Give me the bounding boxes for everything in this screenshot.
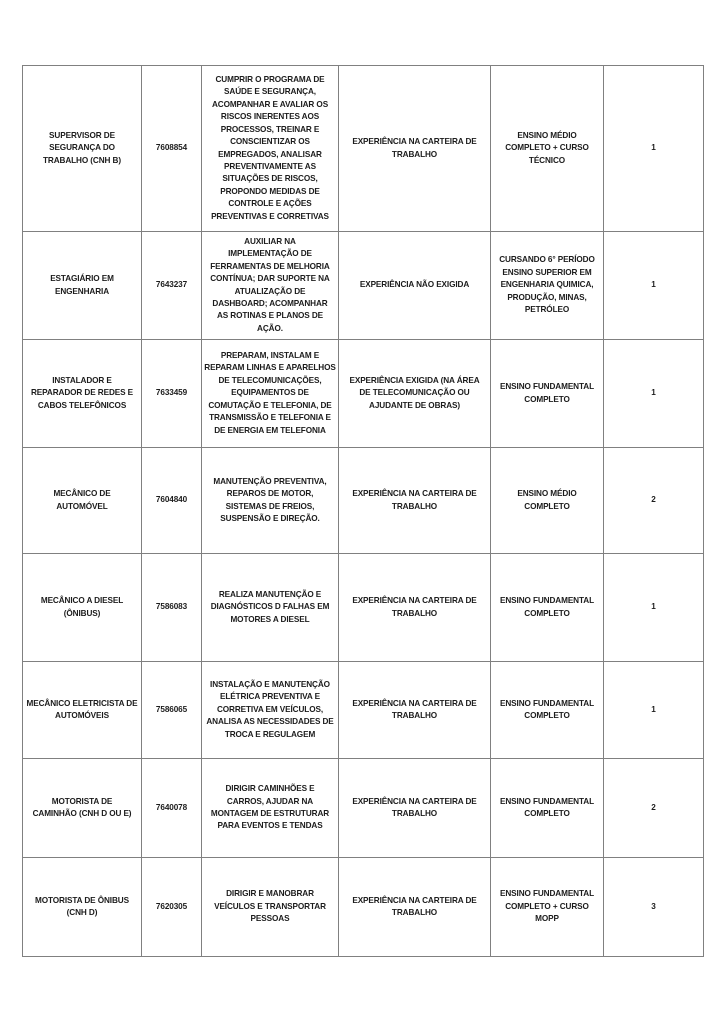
job-code-cell: 7640078 [142, 759, 202, 858]
job-description-cell: MANUTENÇÃO PREVENTIVA, REPAROS DE MOTOR, SISTEMAS DE FREIOS, SUSPENSÃO E DIREÇÃO. [202, 448, 339, 554]
job-title-cell: MECÂNICO ELETRICISTA DE AUTOMÓVEIS [23, 662, 142, 759]
table-row [23, 232, 704, 340]
job-title-cell: MOTORISTA DE CAMINHÃO (CNH D OU E) [23, 759, 142, 858]
education-cell: CURSANDO 6° PERÍODO ENSINO SUPERIOR EM ENGENHARIA QUIMICA, PRODUÇÃO, MINAS, PETRÓLEO [491, 232, 604, 340]
experience-cell: EXPERIÊNCIA NA CARTEIRA DE TRABALHO [339, 554, 491, 662]
job-title-cell: INSTALADOR E REPARADOR DE REDES E CABOS TELEFÔNICOS [23, 340, 142, 448]
openings-cell: 3 [604, 858, 704, 957]
education-cell: ENSINO FUNDAMENTAL COMPLETO [491, 759, 604, 858]
job-description-cell: AUXILIAR NA IMPLEMENTAÇÃO DE FERRAMENTAS DE MELHORIA CONTÍNUA; DAR SUPORTE NA ATUALIZAÇÃO DE DASHBOARD; ACOMPANHAR AS ROTINAS E PLANOS DE AÇÃO. [202, 232, 339, 340]
openings-cell: 1 [604, 66, 704, 232]
job-title-cell: MOTORISTA DE ÔNIBUS (CNH D) [23, 858, 142, 957]
education-cell: ENSINO FUNDAMENTAL COMPLETO [491, 340, 604, 448]
openings-cell: 2 [604, 759, 704, 858]
openings-cell: 1 [604, 662, 704, 759]
experience-cell: EXPERIÊNCIA EXIGIDA (NA ÁREA DE TELECOMUNICAÇÃO OU AJUDANTE DE OBRAS) [339, 340, 491, 448]
job-title-cell: SUPERVISOR DE SEGURANÇA DO TRABALHO (CNH B) [23, 66, 142, 232]
openings-cell: 2 [604, 448, 704, 554]
experience-cell: EXPERIÊNCIA NA CARTEIRA DE TRABALHO [339, 662, 491, 759]
job-code-cell: 7633459 [142, 340, 202, 448]
openings-cell: 1 [604, 340, 704, 448]
experience-cell: EXPERIÊNCIA NA CARTEIRA DE TRABALHO [339, 759, 491, 858]
job-code-cell: 7604840 [142, 448, 202, 554]
education-cell: ENSINO FUNDAMENTAL COMPLETO + CURSO MOPP [491, 858, 604, 957]
experience-cell: EXPERIÊNCIA NA CARTEIRA DE TRABALHO [339, 448, 491, 554]
openings-cell: 1 [604, 232, 704, 340]
job-code-cell: 7608854 [142, 66, 202, 232]
experience-cell: EXPERIÊNCIA NA CARTEIRA DE TRABALHO [339, 66, 491, 232]
job-code-cell: 7586065 [142, 662, 202, 759]
table-row [23, 858, 704, 957]
job-description-cell: REALIZA MANUTENÇÃO E DIAGNÓSTICOS D FALHAS EM MOTORES A DIESEL [202, 554, 339, 662]
table-row [23, 554, 704, 662]
education-cell: ENSINO MÉDIO COMPLETO + CURSO TÉCNICO [491, 66, 604, 232]
table-row [23, 448, 704, 554]
job-openings-table [22, 65, 704, 957]
job-code-cell: 7620305 [142, 858, 202, 957]
job-description-cell: INSTALAÇÃO E MANUTENÇÃO ELÉTRICA PREVENTIVA E CORRETIVA EM VEÍCULOS, ANALISA AS NECESSIDADES DE TROCA E REGULAGEM [202, 662, 339, 759]
job-code-cell: 7586083 [142, 554, 202, 662]
job-description-cell: DIRIGIR CAMINHÕES E CARROS, AJUDAR NA MONTAGEM DE ESTRUTURAR PARA EVENTOS E TENDAS [202, 759, 339, 858]
table-row [23, 340, 704, 448]
job-title-cell: MECÂNICO DE AUTOMÓVEL [23, 448, 142, 554]
job-description-cell: DIRIGIR E MANOBRAR VEÍCULOS E TRANSPORTAR PESSOAS [202, 858, 339, 957]
table-row [23, 662, 704, 759]
table-row [23, 66, 704, 232]
job-description-cell: CUMPRIR O PROGRAMA DE SAÚDE E SEGURANÇA, ACOMPANHAR E AVALIAR OS RISCOS INERENTES AOS PROCESSOS, TREINAR E CONSCIENTIZAR OS EMPREGADOS, ANALISAR PREVENTIVAMENTE AS SITUAÇÕES DE RISCOS, PROPONDO MEDIDAS DE CONTROLE E AÇÕES PREVENTIVAS E CORRETIVAS [202, 66, 339, 232]
experience-cell: EXPERIÊNCIA NÃO EXIGIDA [339, 232, 491, 340]
education-cell: ENSINO FUNDAMENTAL COMPLETO [491, 554, 604, 662]
openings-cell: 1 [604, 554, 704, 662]
experience-cell: EXPERIÊNCIA NA CARTEIRA DE TRABALHO [339, 858, 491, 957]
job-code-cell: 7643237 [142, 232, 202, 340]
job-title-cell: ESTAGIÁRIO EM ENGENHARIA [23, 232, 142, 340]
education-cell: ENSINO MÉDIO COMPLETO [491, 448, 604, 554]
education-cell: ENSINO FUNDAMENTAL COMPLETO [491, 662, 604, 759]
table-row [23, 759, 704, 858]
job-title-cell: MECÂNICO A DIESEL (ÔNIBUS) [23, 554, 142, 662]
job-description-cell: PREPARAM, INSTALAM E REPARAM LINHAS E APARELHOS DE TELECOMUNICAÇÕES, EQUIPAMENTOS DE COMUTAÇÃO E TELEFONIA, DE TRANSMISSÃO E TELEFONIA E DE ENERGIA EM TELEFONIA [202, 340, 339, 448]
